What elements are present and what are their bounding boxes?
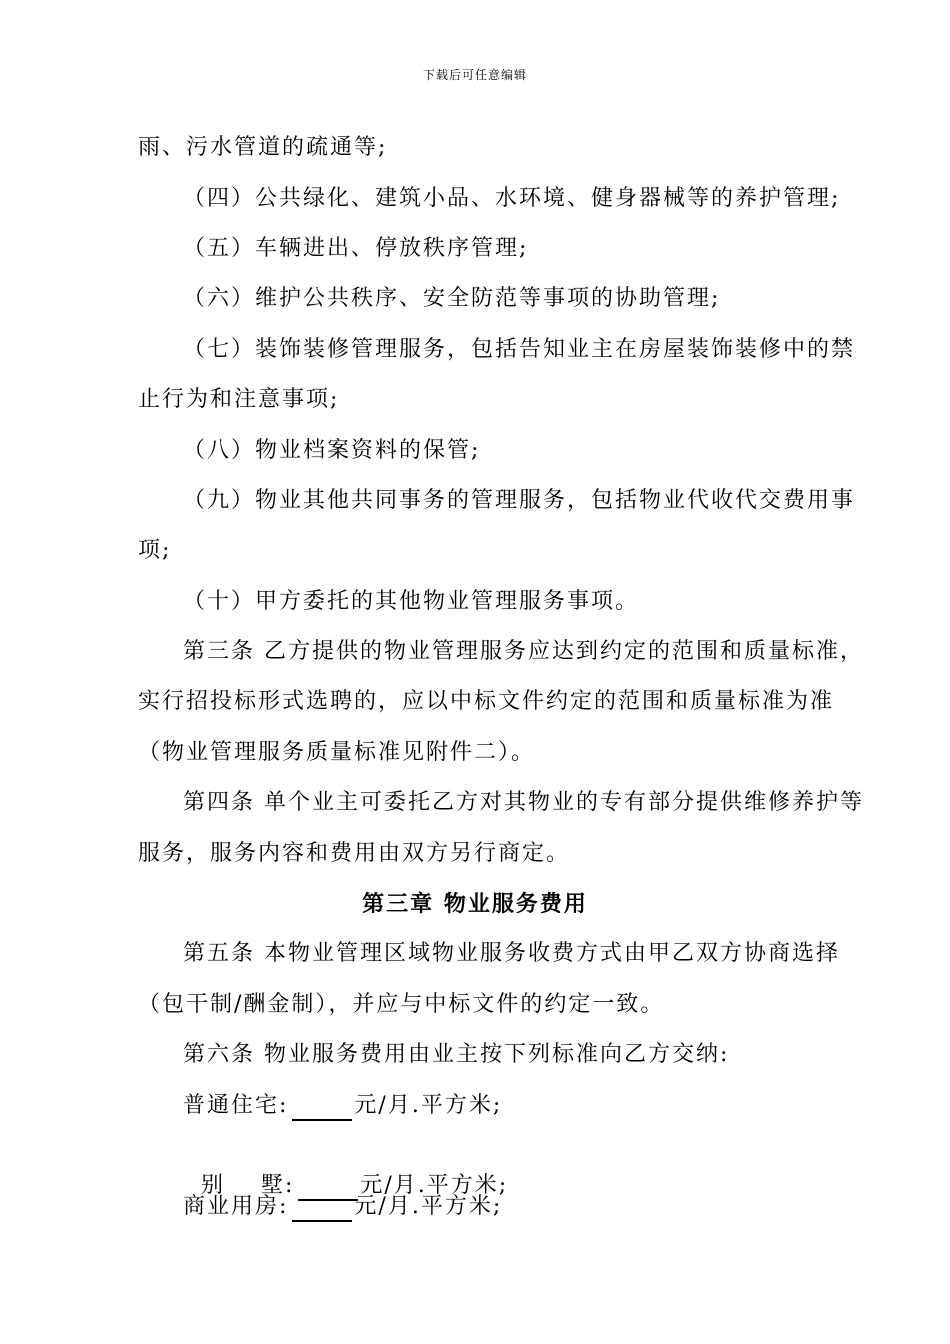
paragraph-line: （八）物业档案资料的保管; bbox=[183, 438, 481, 463]
paragraph-line: （包干制/酬金制），并应与中标文件的约定一致。 bbox=[138, 992, 665, 1017]
paragraph-line: （七）装饰装修管理服务，包括告知业主在房屋装饰装修中的禁 bbox=[183, 337, 856, 362]
fee-line bbox=[183, 1192, 502, 1222]
fee-label: 别 墅: bbox=[201, 1173, 295, 1198]
paragraph-line: 服务，服务内容和费用由双方另行商定。 bbox=[138, 841, 571, 866]
paragraph-line: 实行招投标形式选聘的，应以中标文件约定的范围和质量标准为准 bbox=[138, 689, 835, 714]
paragraph-line: （十）甲方委托的其他物业管理服务事项。 bbox=[183, 589, 640, 614]
paragraph-line: 第四条 单个业主可委托乙方对其物业的专有部分提供维修养护等 bbox=[183, 790, 864, 815]
paragraph-line: （九）物业其他共同事务的管理服务，包括物业代收代交费用事 bbox=[183, 488, 856, 513]
page-header: 下载后可任意编辑 bbox=[422, 68, 527, 82]
paragraph-line: （物业管理服务质量标准见附件二）。 bbox=[138, 740, 536, 765]
fee-unit: 元/月.平方米; bbox=[354, 1093, 503, 1118]
paragraph-line: 止行为和注意事项; bbox=[138, 387, 340, 412]
fill-in-blank[interactable] bbox=[292, 1093, 352, 1121]
paragraph-line: 第六条 物业服务费用由业主按下列标准向乙方交纳: bbox=[183, 1042, 730, 1067]
fee-unit: 元/月.平方米; bbox=[354, 1194, 503, 1219]
paragraph-line: （六）维护公共秩序、安全防范等事项的协助管理; bbox=[183, 286, 721, 311]
fee-unit: 元/月.平方米; bbox=[360, 1173, 509, 1198]
paragraph-line: （四）公共绿化、建筑小品、水环境、健身器械等的养护管理; bbox=[183, 186, 841, 211]
fee-line bbox=[183, 1091, 502, 1121]
fee-label: 商业用房: bbox=[183, 1194, 289, 1219]
fill-in-blank[interactable] bbox=[292, 1194, 352, 1222]
paragraph-line: 项; bbox=[138, 538, 172, 563]
chapter-title: 第三章 物业服务费用 bbox=[362, 891, 588, 917]
paragraph-line: 第五条 本物业管理区域物业服务收费方式由甲乙双方协商选择 bbox=[183, 941, 840, 966]
fee-label: 普通住宅: bbox=[183, 1093, 289, 1118]
paragraph-line: 雨、污水管道的疏通等; bbox=[138, 135, 388, 160]
paragraph-line: 第三条 乙方提供的物业管理服务应达到约定的范围和质量标准， bbox=[183, 639, 864, 664]
paragraph-line: （五）车辆进出、停放秩序管理; bbox=[183, 236, 529, 261]
